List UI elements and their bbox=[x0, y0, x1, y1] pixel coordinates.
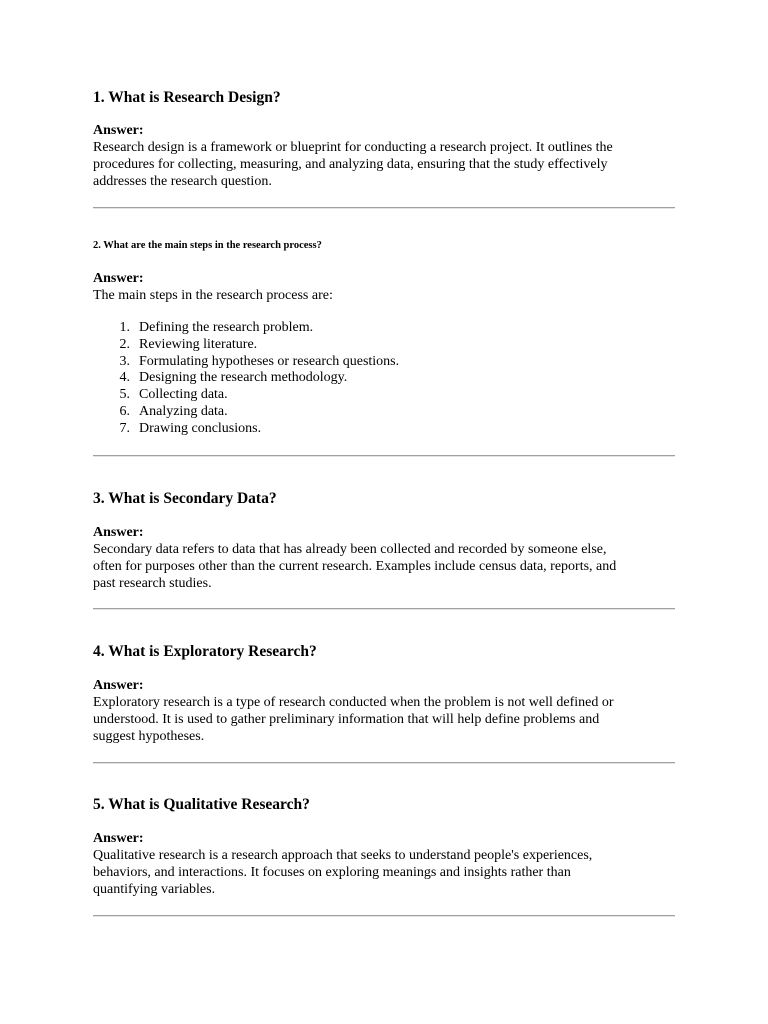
qa-section-5 bbox=[93, 795, 675, 898]
list-item: 4. Designing the research methodology. bbox=[119, 370, 348, 386]
horizontal-divider bbox=[93, 915, 675, 917]
question-title: 5. What is Qualitative Research? bbox=[93, 796, 310, 813]
answer-label: Answer: bbox=[93, 525, 144, 540]
answer-line: often for purposes other than the current research. Examples include census data, reports, and bbox=[93, 559, 617, 574]
answer-label: Answer: bbox=[93, 123, 144, 138]
steps-list bbox=[93, 320, 675, 438]
answer-line: quantifying variables. bbox=[93, 882, 216, 897]
horizontal-divider bbox=[93, 207, 675, 209]
list-item: 5. Collecting data. bbox=[119, 387, 228, 403]
answer-line: Research design is a framework or blueprint for conducting a research project. It outlines the bbox=[93, 140, 613, 155]
answer-line: past research studies. bbox=[93, 576, 212, 591]
answer-label: Answer: bbox=[93, 271, 144, 286]
list-item: 1. Defining the research problem. bbox=[119, 320, 314, 335]
horizontal-divider bbox=[93, 608, 675, 610]
qa-section-4 bbox=[93, 642, 675, 745]
question-title: 4. What is Exploratory Research? bbox=[93, 643, 317, 660]
list-item: 3. Formulating hypotheses or research questions. bbox=[119, 353, 400, 369]
answer-label: Answer: bbox=[93, 831, 144, 846]
answer-line: understood. It is used to gather preliminary information that will help define problems and bbox=[93, 712, 600, 727]
list-item: 7. Drawing conclusions. bbox=[119, 420, 262, 436]
horizontal-divider bbox=[93, 762, 675, 764]
list-item: 2. Reviewing literature. bbox=[119, 336, 258, 352]
answer-line: addresses the research question. bbox=[93, 174, 272, 189]
answer-line: procedures for collecting, measuring, and analyzing data, ensuring that the study effectively bbox=[93, 157, 608, 172]
question-title: 3. What is Secondary Data? bbox=[93, 490, 277, 507]
qa-section-2 bbox=[93, 239, 675, 438]
answer-label: Answer: bbox=[93, 678, 144, 693]
qa-section-3 bbox=[93, 489, 675, 592]
answer-line: Exploratory research is a type of research conducted when the problem is not well defined or bbox=[93, 695, 614, 710]
question-title: 1. What is Research Design? bbox=[93, 89, 281, 106]
horizontal-divider bbox=[93, 455, 675, 457]
answer-intro: The main steps in the research process are: bbox=[93, 288, 333, 303]
answer-line: Secondary data refers to data that has already been collected and recorded by someone else, bbox=[93, 542, 607, 557]
list-item: 6. Analyzing data. bbox=[119, 403, 228, 419]
qa-section-1 bbox=[93, 88, 675, 190]
answer-line: suggest hypotheses. bbox=[93, 729, 205, 744]
answer-line: behaviors, and interactions. It focuses on exploring meanings and insights rather than bbox=[93, 865, 571, 880]
answer-line: Qualitative research is a research approach that seeks to understand people's experiences, bbox=[93, 848, 593, 863]
question-title: 2. What are the main steps in the research process? bbox=[93, 240, 322, 251]
